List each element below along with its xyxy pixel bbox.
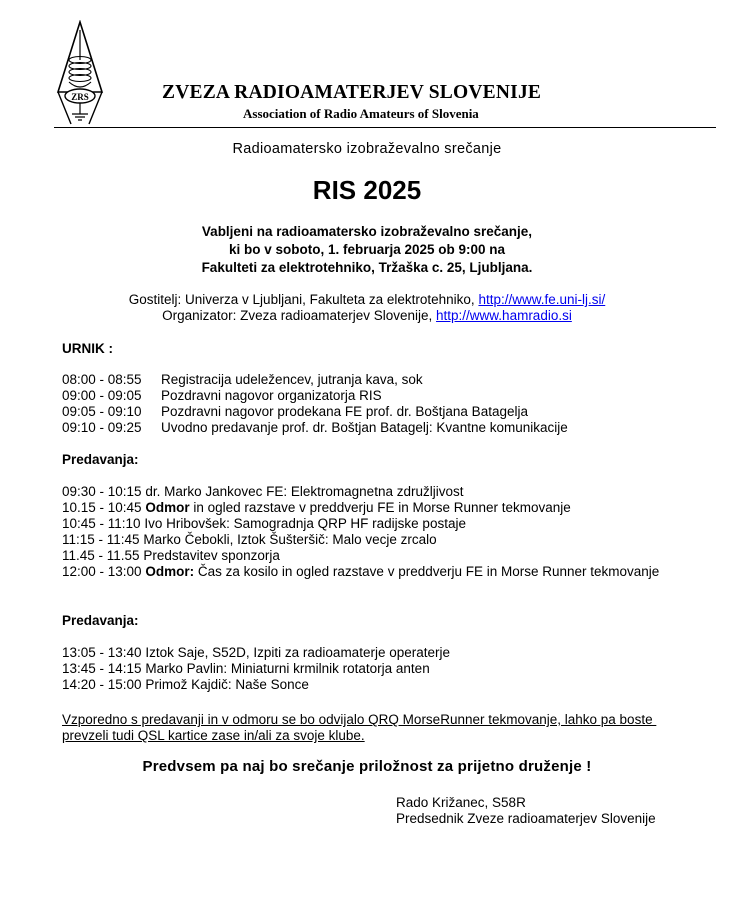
lecture-row: 10:45 - 11:10 Ivo Hribovšek: Samogradnja QRP HF radijske postaje xyxy=(62,516,466,531)
host-link[interactable]: http://www.fe.uni-lj.si/ xyxy=(478,292,606,307)
host-info xyxy=(0,292,734,324)
event-title: RIS 2025 xyxy=(312,175,422,205)
lectures-heading-2: Predavanja: xyxy=(62,613,139,628)
host-line: Gostitelj: Univerza v Ljubljani, Fakulteta za elektrotehniko, http://www.fe.uni-lj.si/ xyxy=(128,292,606,307)
organizer-link[interactable]: http://www.hamradio.si xyxy=(436,308,572,323)
schedule-row: 08:00 - 08:55 Registracija udeležencev, jutranja kava, sok xyxy=(62,372,423,387)
signature-name: Rado Križanec, S58R xyxy=(396,795,526,810)
lecture-row: 13:05 - 13:40 Iztok Saje, S52D, Izpiti za radioamaterje operaterje xyxy=(62,645,450,660)
schedule-row: 09:05 - 09:10 Pozdravni nagovor prodekana FE prof. dr. Boštjana Batagelja xyxy=(62,404,528,419)
invitation-text xyxy=(0,223,734,277)
schedule-row: 09:00 - 09:05 Pozdravni nagovor organizatorja RIS xyxy=(62,388,382,403)
invitation-line: ki bo v soboto, 1. februarja 2025 ob 9:00 na xyxy=(228,242,506,257)
org-title: ZVEZA RADIOAMATERJEV SLOVENIJE xyxy=(162,82,542,103)
lectures-heading: Predavanja: xyxy=(62,452,139,467)
lecture-row: 10.15 - 10:45 Odmor in ogled razstave v preddverju FE in Morse Runner tekmovanje xyxy=(62,500,571,515)
morserunner-note: Vzporedno s predavanji in v odmoru se bo odvijalo QRQ MorseRunner tekmovanje, lahko pa boste prevzeli tudi QSL kartice zase in/ali za svoje klube. xyxy=(62,712,657,743)
logo-text: ZRS xyxy=(71,92,89,102)
event-subtitle: Radioamatersko izobraževalno srečanje xyxy=(232,141,502,157)
lecture-row: 11:15 - 11:45 Marko Čebokli, Iztok Šušteršič: Malo vecje zrcalo xyxy=(62,532,437,547)
invitation-line: Vabljeni na radioamatersko izobraževalno srečanje, xyxy=(201,224,533,239)
schedule-row: 09:10 - 09:25 Uvodno predavanje prof. dr. Boštjan Batagelj: Kvantne komunikacije xyxy=(62,420,568,435)
lecture-row: 14:20 - 15:00 Primož Kajdič: Naše Sonce xyxy=(62,677,309,692)
lecture-row: 11.45 - 11.55 Predstavitev sponzorja xyxy=(62,548,280,563)
lecture-row: 13:45 - 14:15 Marko Pavlin: Miniaturni krmilnik rotatorja anten xyxy=(62,661,430,676)
zrs-logo xyxy=(54,20,106,126)
signature-role: Predsednik Zveze radioamaterjev Slovenije xyxy=(396,811,656,826)
schedule-heading: URNIK : xyxy=(62,341,113,356)
closing-message: Predvsem pa naj bo srečanje priložnost za prijetno druženje ! xyxy=(142,758,592,775)
invitation-line: Fakulteti za elektrotehniko, Tržaška c. 25, Ljubljana. xyxy=(201,260,533,275)
lecture-row: 12:00 - 13:00 Odmor: Čas za kosilo in ogled razstave v preddverju FE in Morse Runner tekmovanje xyxy=(62,564,660,579)
org-subtitle: Association of Radio Amateurs of Slovenia xyxy=(243,106,479,121)
lecture-row: 09:30 - 10:15 dr. Marko Jankovec FE: Elektromagnetna združljivost xyxy=(62,484,464,499)
organizer-line: Organizator: Zveza radioamaterjev Slovenije, http://www.hamradio.si xyxy=(162,308,572,323)
header-divider xyxy=(54,127,716,128)
